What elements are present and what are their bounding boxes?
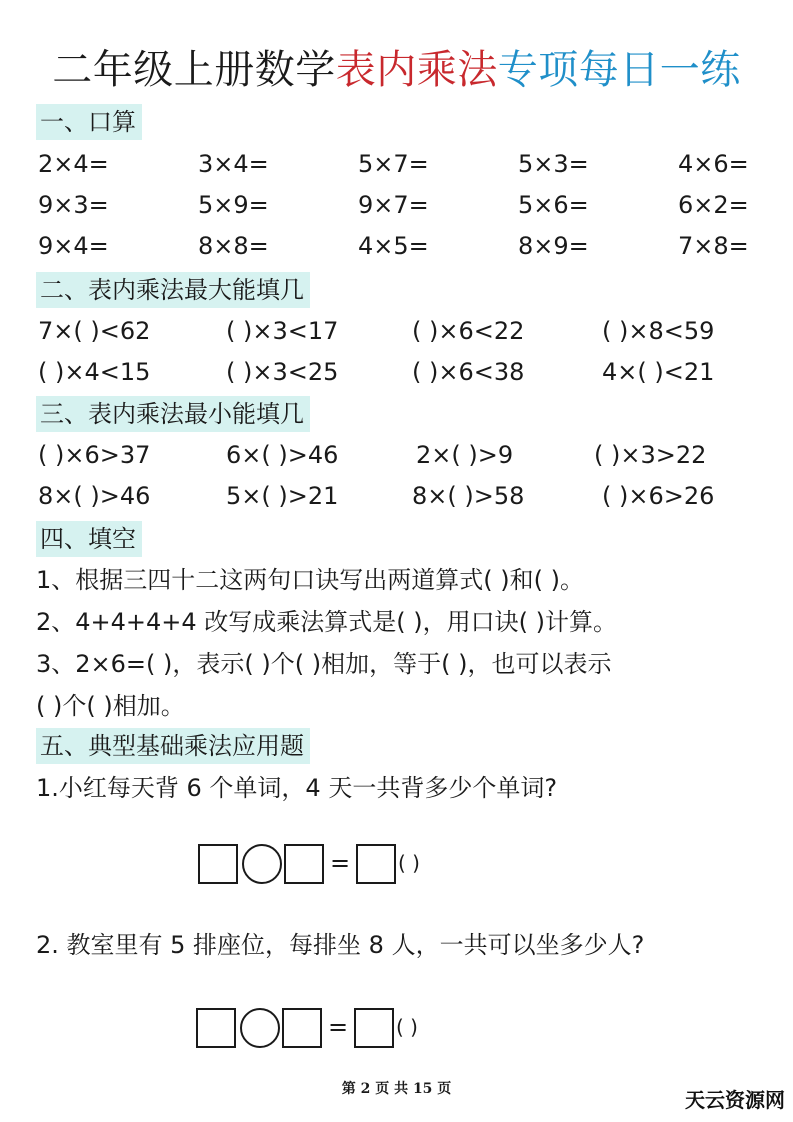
fill-blank-line-1: 1、根据三四十二这两句口诀写出两道算式( )和( )。 [36,566,584,594]
site-watermark: 天云资源网 [685,1088,785,1112]
oral-calc-row-1 [0,147,793,181]
oral-calc-item: 4×5= [358,232,429,260]
section-4-heading: 四、填空 [36,521,142,557]
answer-box[interactable] [196,1008,236,1048]
answer-box[interactable] [284,844,324,884]
oral-calc-item: 9×3= [38,191,109,219]
oral-calc-item: 5×3= [518,150,589,178]
max-fill-item: ( )×3<17 [226,317,339,345]
word-problem-1: 1.小红每天背 6 个单词，4 天一共背多少个单词? [36,774,558,802]
oral-calc-item: 3×4= [198,150,269,178]
operator-circle[interactable] [242,844,282,884]
oral-calc-row-3 [0,229,793,263]
unit-blank: ( ) [396,1015,418,1039]
min-fill-item: 2×( )>9 [416,441,514,469]
word-problem-2: 2. 教室里有 5 排座位，每排坐 8 人，一共可以坐多少人? [36,931,645,959]
min-fill-item: 8×( )>58 [412,482,525,510]
min-fill-item: 6×( )>46 [226,441,339,469]
oral-calc-item: 8×9= [518,232,589,260]
unit-blank: ( ) [398,851,420,875]
min-fill-item: 5×( )>21 [226,482,339,510]
equals-sign: = [328,1013,349,1041]
fill-blank-line-3: 3、2×6=( )，表示( )个( )相加，等于( )，也可以表示 [36,650,612,678]
min-fill-item: ( )×3>22 [594,441,707,469]
max-fill-item: 4×( )<21 [602,358,715,386]
title-part-topic: 表内乘法 [335,47,498,93]
equals-sign: = [330,849,351,877]
max-fill-item: ( )×8<59 [602,317,715,345]
fill-blank-line-2: 2、4+4+4+4 改写成乘法算式是( )，用口诀( )计算。 [36,608,618,636]
operator-circle[interactable] [240,1008,280,1048]
max-fill-item: ( )×6<22 [412,317,525,345]
title-part-practice: 专项每日一练 [497,47,741,93]
oral-calc-item: 8×8= [198,232,269,260]
min-fill-item: 8×( )>46 [38,482,151,510]
section-1-heading: 一、口算 [36,104,142,140]
oral-calc-item: 6×2= [678,191,749,219]
oral-calc-item: 2×4= [38,150,109,178]
oral-calc-item: 5×6= [518,191,589,219]
oral-calc-row-2 [0,188,793,222]
max-fill-item: ( )×6<38 [412,358,525,386]
oral-calc-item: 9×4= [38,232,109,260]
min-fill-item: ( )×6>37 [38,441,151,469]
min-fill-row-1 [0,438,793,472]
max-fill-item: ( )×3<25 [226,358,339,386]
max-fill-row-2 [0,355,793,389]
oral-calc-item: 5×9= [198,191,269,219]
section-5-heading: 五、典型基础乘法应用题 [36,728,310,764]
max-fill-item: ( )×4<15 [38,358,151,386]
fill-blank-line-4: ( )个( )相加。 [36,692,185,720]
oral-calc-item: 9×7= [358,191,429,219]
answer-box[interactable] [198,844,238,884]
title-part-grade: 二年级上册数学 [52,47,336,93]
answer-box[interactable] [354,1008,394,1048]
answer-box[interactable] [282,1008,322,1048]
answer-box[interactable] [356,844,396,884]
oral-calc-item: 4×6= [678,150,749,178]
max-fill-item: 7×( )<62 [38,317,151,345]
page-title [0,44,793,96]
max-fill-row-1 [0,314,793,348]
oral-calc-item: 5×7= [358,150,429,178]
min-fill-row-2 [0,479,793,513]
min-fill-item: ( )×6>26 [602,482,715,510]
page-number: 第 2 页 共 15 页 [341,1081,452,1097]
oral-calc-item: 7×8= [678,232,749,260]
section-3-heading: 三、表内乘法最小能填几 [36,396,310,432]
section-2-heading: 二、表内乘法最大能填几 [36,272,310,308]
